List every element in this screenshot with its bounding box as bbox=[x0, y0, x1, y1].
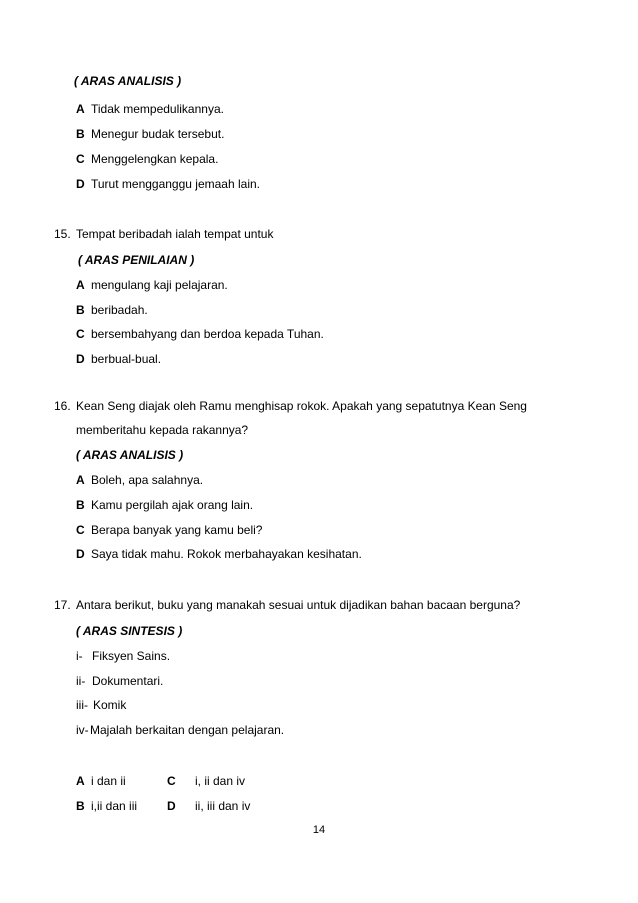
q16-question-line2: memberitahu kepada rakannya? bbox=[76, 423, 249, 437]
q15-option-b bbox=[76, 303, 148, 317]
q17-answer-d bbox=[167, 799, 250, 813]
option-text: i dan ii bbox=[91, 774, 126, 788]
q14-option-c bbox=[76, 152, 218, 166]
q17-level: ( ARAS SINTESIS ) bbox=[76, 624, 183, 638]
page-number: 14 bbox=[312, 824, 326, 836]
question-number: 17. bbox=[54, 598, 71, 612]
q16-option-c bbox=[76, 523, 262, 537]
option-text: mengulang kaji pelajaran. bbox=[91, 278, 228, 292]
item-roman: ii- bbox=[76, 674, 86, 688]
item-roman: iii- bbox=[76, 698, 88, 712]
q17-answer-c bbox=[167, 774, 245, 788]
option-text: ii, iii dan iv bbox=[195, 799, 251, 813]
option-letter: A bbox=[76, 774, 85, 788]
item-text: Dokumentari. bbox=[92, 674, 164, 688]
option-text: Saya tidak mahu. Rokok merbahayakan kesihatan. bbox=[91, 547, 362, 561]
q17-item-iv bbox=[76, 723, 284, 737]
question-text: Kean Seng diajak oleh Ramu menghisap rokok. Apakah yang sepatutnya Kean Seng bbox=[76, 399, 527, 413]
question-text: Tempat beribadah ialah tempat untuk bbox=[76, 227, 274, 241]
q17-answer-b bbox=[76, 799, 137, 813]
q15-level: ( ARAS PENILAIAN ) bbox=[78, 253, 195, 267]
option-text: Boleh, apa salahnya. bbox=[91, 473, 204, 487]
option-letter: D bbox=[76, 547, 85, 561]
q17-item-iii bbox=[76, 698, 126, 712]
item-text: Komik bbox=[93, 698, 127, 712]
option-letter: C bbox=[167, 774, 176, 788]
option-letter: B bbox=[76, 799, 85, 813]
q14-option-d bbox=[76, 177, 260, 191]
option-letter: B bbox=[76, 303, 85, 317]
option-text: i,ii dan iii bbox=[91, 799, 138, 813]
q17-item-ii bbox=[76, 674, 163, 688]
item-text: Majalah berkaitan dengan pelajaran. bbox=[90, 723, 285, 737]
option-text: Menggelengkan kepala. bbox=[91, 152, 219, 166]
option-letter: B bbox=[76, 498, 85, 512]
option-letter: B bbox=[76, 127, 85, 141]
option-text: Kamu pergilah ajak orang lain. bbox=[91, 498, 254, 512]
option-text: berbual-bual. bbox=[91, 352, 162, 366]
option-letter: C bbox=[76, 152, 85, 166]
option-letter: C bbox=[76, 523, 85, 537]
question-number: 16. bbox=[54, 399, 71, 413]
option-text: bersembahyang dan berdoa kepada Tuhan. bbox=[91, 327, 324, 341]
option-letter: D bbox=[76, 177, 85, 191]
q16-option-b bbox=[76, 498, 253, 512]
option-text: i, ii dan iv bbox=[195, 774, 246, 788]
option-text: Turut mengganggu jemaah lain. bbox=[91, 177, 260, 191]
option-text: Tidak mempedulikannya. bbox=[91, 102, 224, 116]
option-letter: C bbox=[76, 327, 85, 341]
q17-question bbox=[54, 598, 520, 612]
option-letter: A bbox=[76, 473, 85, 487]
q17-answer-a bbox=[76, 774, 126, 788]
q16-option-d bbox=[76, 547, 362, 561]
option-letter: A bbox=[76, 102, 85, 116]
q15-question bbox=[54, 227, 273, 241]
item-roman: i- bbox=[76, 649, 83, 663]
option-letter: D bbox=[167, 799, 176, 813]
q14-option-b bbox=[76, 127, 224, 141]
q14-option-a bbox=[76, 102, 224, 116]
option-letter: D bbox=[76, 352, 85, 366]
option-text: beribadah. bbox=[91, 303, 148, 317]
option-text: Menegur budak tersebut. bbox=[91, 127, 225, 141]
option-text: Berapa banyak yang kamu beli? bbox=[91, 523, 263, 537]
q15-option-c bbox=[76, 327, 324, 341]
q16-option-a bbox=[76, 473, 203, 487]
q16-level: ( ARAS ANALISIS ) bbox=[76, 448, 184, 462]
q15-option-a bbox=[76, 278, 228, 292]
item-roman: iv- bbox=[76, 723, 89, 737]
question-number: 15. bbox=[54, 227, 71, 241]
q17-item-i bbox=[76, 649, 170, 663]
option-letter: A bbox=[76, 278, 85, 292]
question-text: Antara berikut, buku yang manakah sesuai untuk dijadikan bahan bacaan berguna? bbox=[76, 598, 521, 612]
q14-level: ( ARAS ANALISIS ) bbox=[74, 74, 182, 88]
q15-option-d bbox=[76, 352, 161, 366]
q16-question bbox=[54, 399, 527, 413]
item-text: Fiksyen Sains. bbox=[92, 649, 171, 663]
